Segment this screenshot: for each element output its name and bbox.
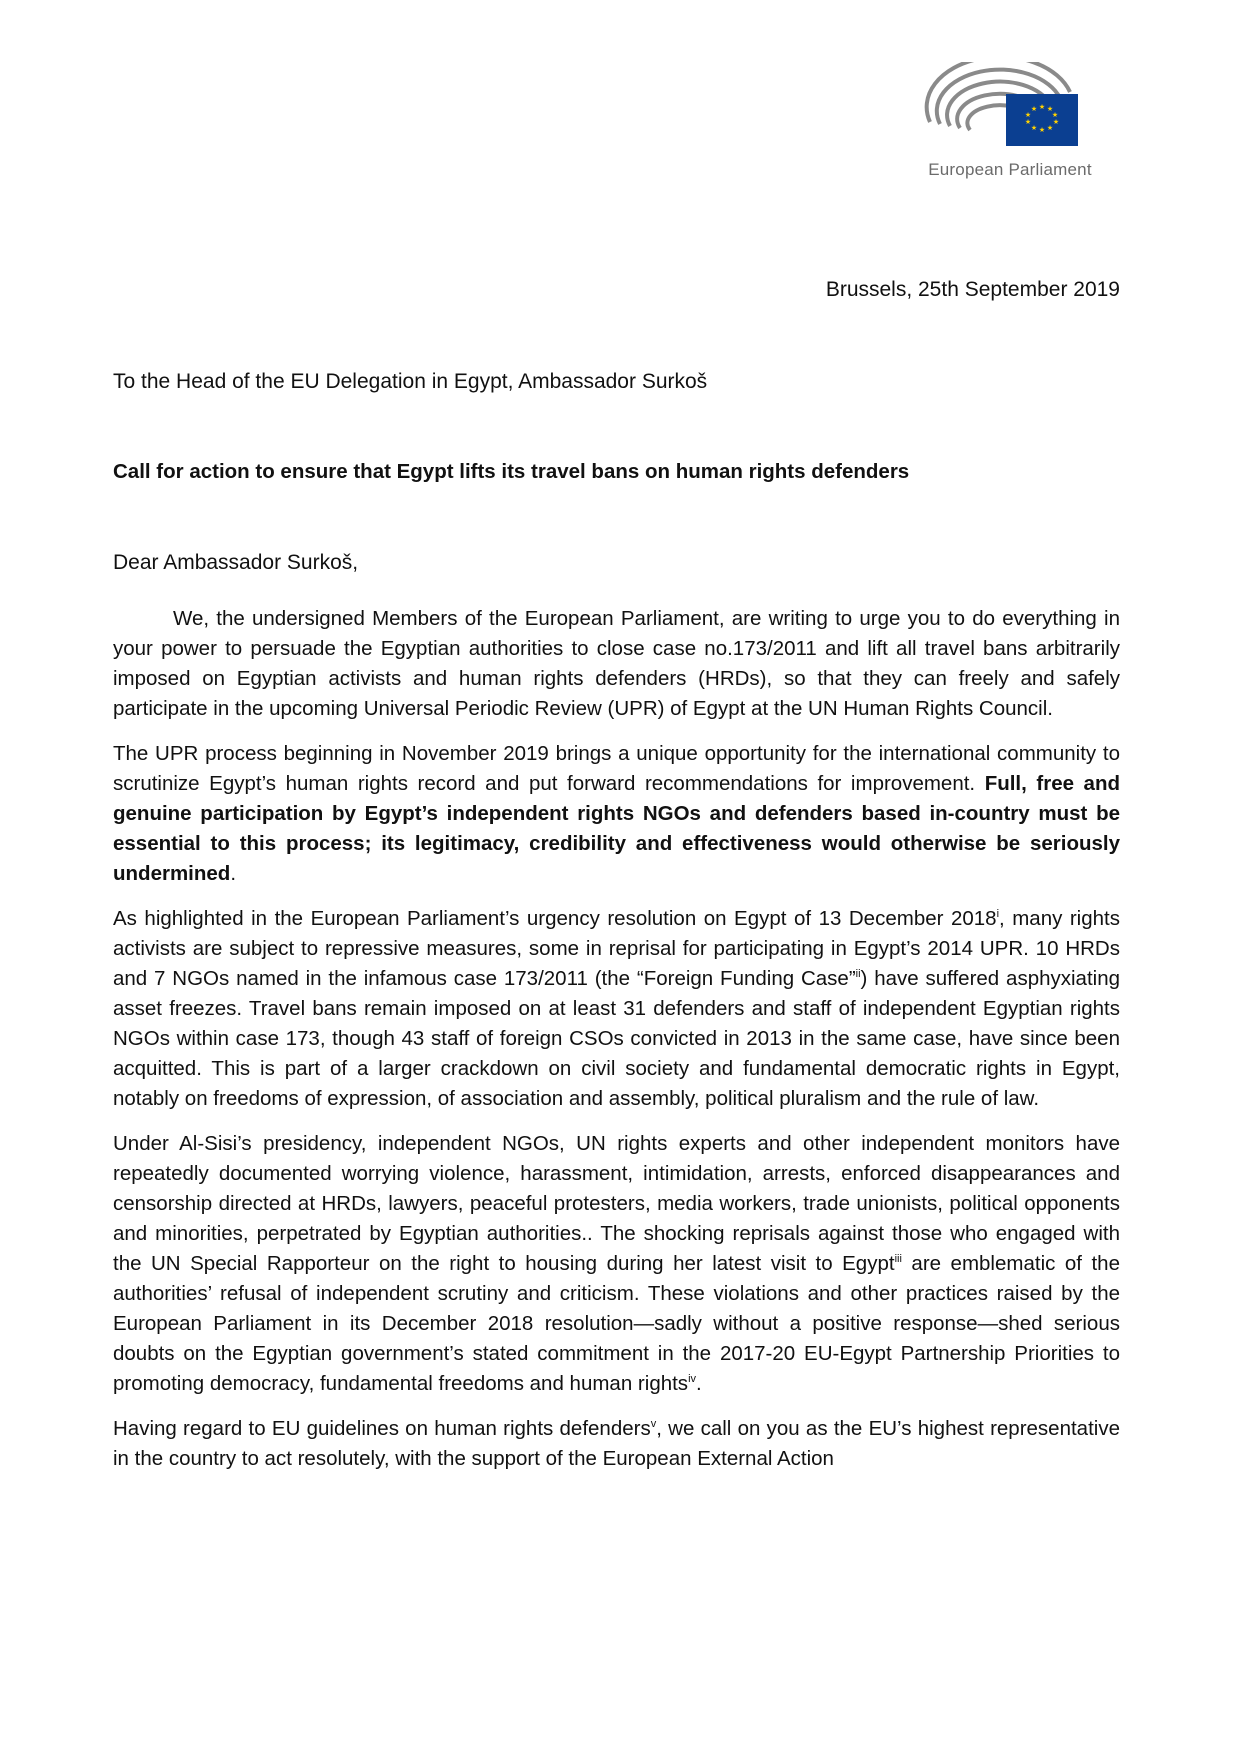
- recipient-line: To the Head of the EU Delegation in Egypt, Ambassador Surkoš: [113, 370, 708, 393]
- paragraph-3-text-c: ) have suffered asphyxiating asset freezes. Travel bans remain imposed on at least 31 defenders and staff of independent Egyptian rights NGOs within case 173, though 43 staff of foreign CSOs convicted in 2013 in the same case, have since been acquitted. This is part of a larger crackdown on civil society and fundamental democratic rights in Egypt, notably on freedoms of expression, of association and assembly, political pluralism and the rule of law.: [113, 967, 1121, 1110]
- paragraph-4-text-a: Under Al-Sisi’s presidency, independent NGOs, UN rights experts and other independent monitors have repeatedly documented worrying violence, harassment, intimidation, arrests, enforced disappearances and censorship directed at HRDs, lawyers, peaceful protesters, media workers, trade unionists, political opponents and minorities, perpetrated by Egyptian authorities.. The shocking reprisals against those who engaged with the UN Special Rapporteur on the right to housing during her latest visit to Egypt: [113, 1132, 1120, 1275]
- paragraph-4-text-c: .: [696, 1372, 702, 1395]
- salutation: Dear Ambassador Surkoš,: [113, 551, 359, 574]
- paragraph-2: [113, 739, 1120, 889]
- paragraph-5: [113, 1414, 1120, 1474]
- footnote-ref-iii[interactable]: iii: [894, 1253, 902, 1266]
- paragraph-1: We, the undersigned Members of the European Parliament, are writing to urge you to do everything in your power to persuade the Egyptian authorities to close case no.173/2011 and lift all travel bans arbitrarily imposed on Egyptian activists and human rights defenders (HRDs), so that they can freely and safely participate in the upcoming Universal Periodic Review (UPR) of Egypt at the UN Human Rights Council.: [113, 607, 1120, 720]
- svg-text:★: ★: [1024, 118, 1032, 126]
- paragraph-2-text: The UPR process beginning in November 2019 brings a unique opportunity for the international community to scrutinize Egypt’s human rights record and put forward recommendations for improvement.: [113, 742, 1120, 795]
- letter-date: Brussels, 25th September 2019: [825, 278, 1120, 301]
- svg-text:★: ★: [1051, 111, 1059, 119]
- svg-text:★: ★: [1038, 126, 1046, 134]
- paragraph-3-text-a: As highlighted in the European Parliament’s urgency resolution on Egypt of 13 December 2018: [113, 907, 997, 930]
- paragraph-5-text-b: , we call on you as the EU’s highest representative in the country to act resolutely, with the support of the European External Action: [113, 1417, 1120, 1470]
- hemicycle-flag-emblem: [920, 62, 1100, 157]
- subject-line: Call for action to ensure that Egypt lifts its travel bans on human rights defenders: [113, 460, 910, 483]
- svg-text:★: ★: [1024, 111, 1032, 119]
- paragraph-2-bold: Full, free and genuine participation by Egypt’s independent rights NGOs and defenders based in-country must be essential to this process; its legitimacy, credibility and effectiveness would otherwise be seriously undermined: [113, 772, 1121, 885]
- european-parliament-logo: [920, 62, 1100, 192]
- paragraph-3-text-b: , many rights activists are subject to repressive measures, some in reprisal for participating in Egypt’s 2014 UPR. 10 HRDs and 7 NGOs named in the infamous case 173/2011 (the “Foreign Funding Case”: [113, 907, 1120, 990]
- svg-text:★: ★: [1052, 118, 1060, 126]
- svg-text:★: ★: [1046, 105, 1054, 113]
- paragraph-3: [113, 904, 1120, 1114]
- footnote-ref-iv[interactable]: iv: [688, 1373, 697, 1386]
- footnote-ref-i[interactable]: i: [996, 908, 1000, 921]
- paragraph-4: [113, 1129, 1120, 1399]
- paragraph-2-end: .: [230, 862, 237, 885]
- svg-text:★: ★: [1030, 124, 1038, 132]
- svg-text:★: ★: [1046, 124, 1054, 132]
- footnote-ref-v[interactable]: v: [650, 1418, 657, 1431]
- svg-text:★: ★: [1038, 103, 1046, 111]
- letter-body: [113, 604, 1120, 1489]
- footnote-ref-ii[interactable]: ii: [855, 968, 861, 981]
- paragraph-4-text-b: are emblematic of the authorities’ refusal of independent scrutiny and criticism. These violations and other practices raised by the European Parliament in its December 2018 resolution—sadly without a positive response—shed serious doubts on the Egyptian government’s stated commitment in the 2017-20 EU-Egypt Partnership Priorities to promoting democracy, fundamental freedoms and human rights: [113, 1252, 1120, 1395]
- paragraph-5-text-a: Having regard to EU guidelines on human rights defenders: [113, 1417, 651, 1440]
- svg-text:★: ★: [1030, 105, 1038, 113]
- logo-wordmark: European Parliament: [928, 160, 1092, 179]
